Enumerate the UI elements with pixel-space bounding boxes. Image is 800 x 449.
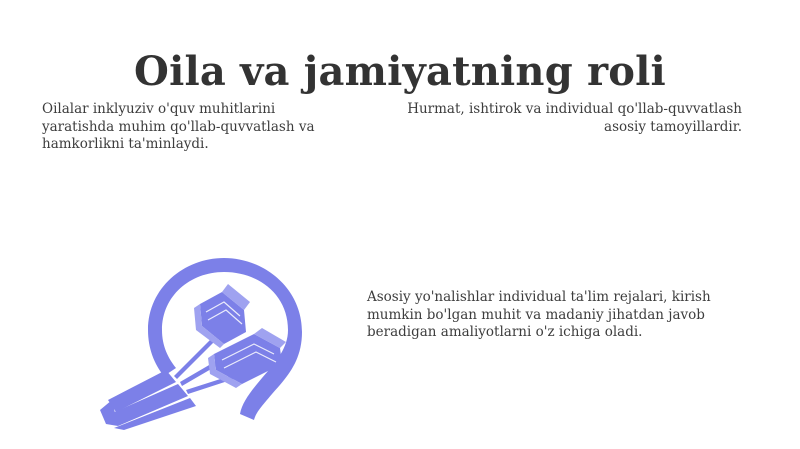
left-paragraph: Oilalar inklyuziv o'quv muhitlarini yaratishda muhim qo'llab-quvvatlash va hamkorlikni ta'minlaydi. bbox=[42, 101, 315, 152]
slide-title: Oila va jamiyatning roli bbox=[134, 47, 666, 95]
bottom-paragraph: Asosiy yo'nalishlar individual ta'lim rejalari, kirish mumkin bo'lgan muhit va madaniy jihatdan javob beradigan amaliyotlarni o'z ichiga oladi. bbox=[367, 289, 711, 340]
right-paragraph: Hurmat, ishtirok va individual qo'llab-quvvatlash asosiy tamoyillardir. bbox=[407, 101, 742, 135]
lightbulb-book-icon bbox=[96, 250, 316, 430]
